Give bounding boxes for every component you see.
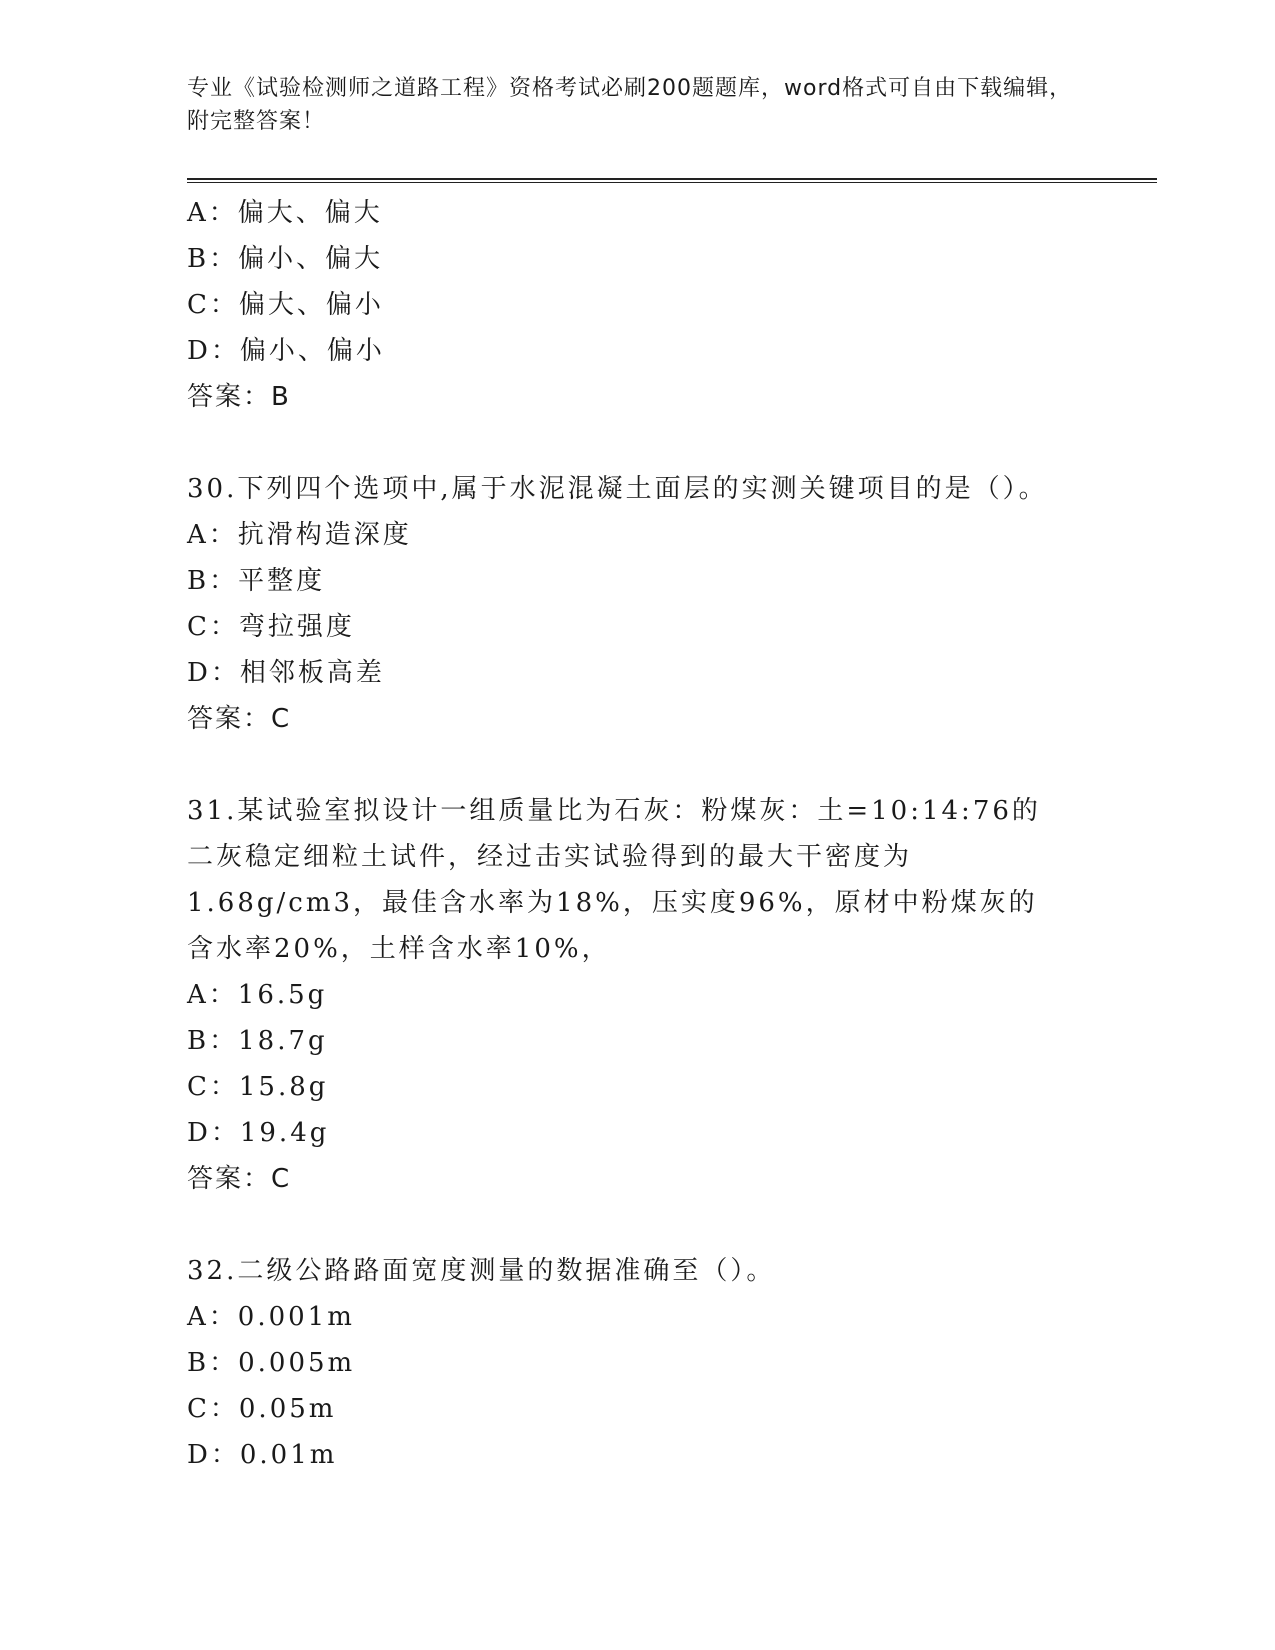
question-stem: 31.某试验室拟设计一组质量比为石灰：粉煤灰：土=10:14:76的二灰稳定细粒土试件，经过击实试验得到的最大干密度为1.68g/cm3，最佳含水率为18%，压实度96%，原材中粉煤灰的含水率20%，土样含水率10%， (187, 796, 1041, 964)
option-c: C：0.05m (187, 1394, 337, 1424)
question-31 (187, 788, 1087, 1202)
spacer (187, 420, 1087, 466)
option-b: B：平整度 (187, 566, 326, 596)
option-c: C：偏大、偏小 (187, 290, 384, 320)
option-b: B：偏小、偏大 (187, 244, 384, 274)
option-d: D：偏小、偏小 (187, 336, 385, 366)
question-30 (187, 466, 1087, 742)
option-b: B：18.7g (187, 1026, 328, 1056)
spacer (187, 742, 1087, 788)
answer: 答案：B (187, 382, 291, 412)
option-d: D：相邻板高差 (187, 658, 385, 688)
option-c: C：弯拉强度 (187, 612, 355, 642)
option-a: A：抗滑构造深度 (187, 520, 412, 550)
question-stem: 32.二级公路路面宽度测量的数据准确至（）。 (187, 1256, 776, 1286)
option-d: D：19.4g (187, 1118, 330, 1148)
document-header: 专业《试验检测师之道路工程》资格考试必刷200题题库，word格式可自由下载编辑，附完整答案！ (187, 76, 1073, 134)
option-d: D：0.01m (187, 1440, 338, 1470)
question-29-tail (187, 190, 1087, 420)
option-b: B：0.005m (187, 1348, 356, 1378)
answer: 答案：C (187, 704, 292, 734)
question-stem: 30.下列四个选项中,属于水泥混凝土面层的实测关键项目的是（）。 (187, 474, 1048, 504)
option-a: A：16.5g (187, 980, 328, 1010)
document-content (187, 190, 1087, 1478)
question-32 (187, 1248, 1087, 1478)
option-a: A：0.001m (187, 1302, 355, 1332)
answer: 答案：C (187, 1164, 292, 1194)
option-c: C：15.8g (187, 1072, 329, 1102)
header-divider (187, 178, 1157, 183)
option-a: A：偏大、偏大 (187, 198, 383, 228)
spacer (187, 1202, 1087, 1248)
